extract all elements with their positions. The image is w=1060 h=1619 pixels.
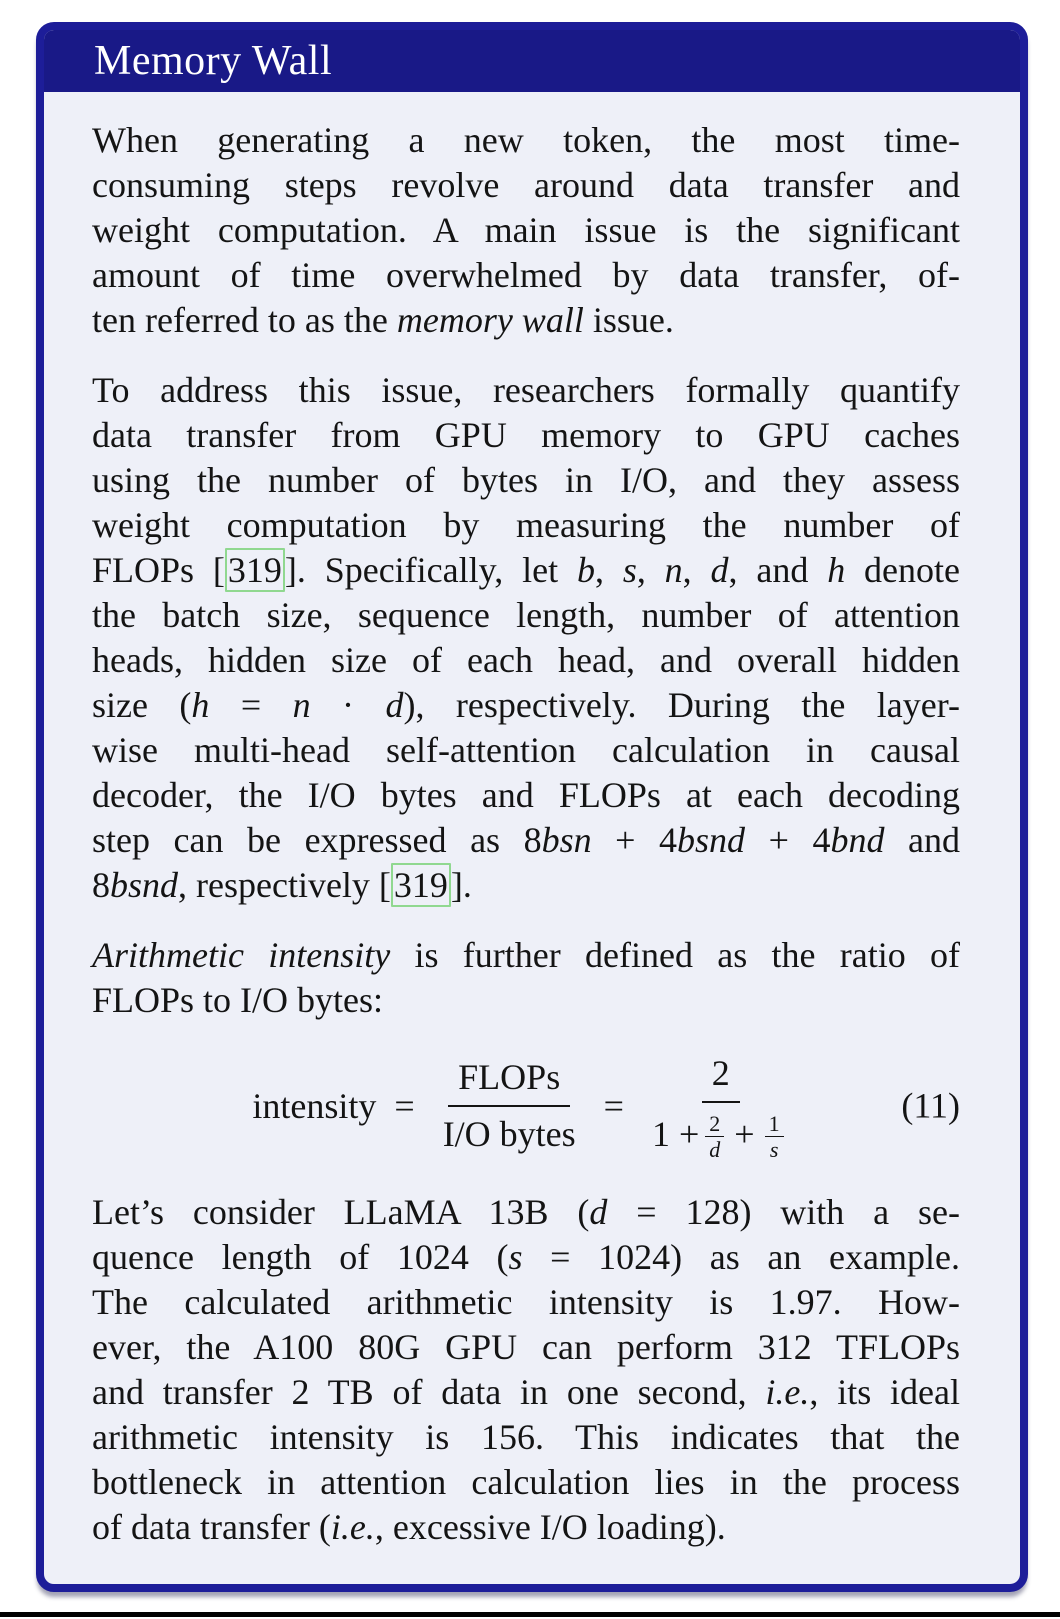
emphasis-text: s — [508, 1236, 523, 1277]
text-line: heads, hidden size of each head, and overall hidden — [92, 640, 960, 680]
emphasis-text: memory wall — [396, 300, 584, 340]
emphasis-text: d — [710, 550, 729, 590]
citation-link[interactable]: 319 — [225, 548, 285, 592]
text-line: arithmetic intensity is 156. This indicates that the — [92, 1416, 960, 1457]
paragraphs-bottom — [92, 1190, 960, 1550]
emphasis-text: s — [622, 550, 637, 590]
paragraph — [92, 368, 960, 908]
small-fraction-1-over-s — [765, 1112, 784, 1161]
fraction-flops-over-io — [433, 1057, 586, 1156]
text-line: bottleneck in attention calculation lies in the process — [92, 1461, 960, 1502]
small-fraction-numerator: 2 — [705, 1112, 724, 1137]
text-line: of data transfer (i.e., excessive I/O loading). — [92, 1506, 726, 1547]
emphasis-text: bsnd — [677, 820, 746, 860]
emphasis-text: i.e. — [330, 1506, 375, 1547]
equation-lhs: intensity — [252, 1085, 377, 1126]
emphasis-text: bsnd — [110, 865, 179, 905]
text-line: 8bsnd, respectively [319]. — [92, 865, 472, 905]
fraction-denominator — [642, 1103, 800, 1163]
small-fraction-2-over-d — [705, 1112, 724, 1161]
text-line: size (h = n · d), respectively. During the layer- — [92, 685, 960, 725]
emphasis-text: bsn — [541, 820, 592, 860]
equation-11 — [92, 1053, 960, 1163]
fraction-intensity-value — [642, 1053, 800, 1163]
text-line: the batch size, sequence length, number of attention — [92, 595, 960, 635]
text-line: The calculated arithmetic intensity is 1.97. How- — [92, 1281, 960, 1322]
text-line: wise multi-head self-attention calculation in causal — [92, 730, 960, 770]
emphasis-text: d — [385, 685, 404, 725]
emphasis-text: n — [664, 550, 683, 590]
box-title: Memory Wall — [94, 38, 333, 84]
emphasis-text: i.e. — [765, 1371, 810, 1412]
emphasis-text: b — [576, 550, 595, 590]
paragraph — [92, 1190, 960, 1550]
text-line: When generating a new token, the most time- — [92, 120, 960, 160]
text-line: weight computation by measuring the number of — [92, 505, 960, 545]
equals-sign: = — [603, 1085, 624, 1126]
emphasis-text: d — [589, 1191, 608, 1232]
fraction-numerator: 2 — [702, 1053, 740, 1103]
paragraph — [92, 933, 960, 1023]
text-line: To address this issue, researchers formally quantify — [92, 370, 960, 410]
paragraphs-top — [92, 118, 960, 1023]
box-body — [44, 92, 1020, 1580]
text-line: amount of time overwhelmed by data transfer, of- — [92, 255, 960, 295]
equation-number: (11) — [901, 1085, 960, 1126]
equals-sign: = — [394, 1085, 415, 1126]
page-bottom-rule — [0, 1612, 1060, 1617]
text-line: FLOPs [319]. Specifically, let b, s, n, d, and h denote — [92, 550, 960, 590]
text-line: Arithmetic intensity is further defined as the ratio of — [92, 935, 960, 975]
emphasis-text: Arithmetic intensity — [92, 935, 391, 975]
text-line: consuming steps revolve around data transfer and — [92, 165, 960, 205]
text-line: weight computation. A main issue is the significant — [92, 210, 960, 250]
fraction-denominator: I/O bytes — [442, 1114, 576, 1155]
small-fraction-denominator: d — [709, 1137, 721, 1163]
box-header — [44, 30, 1020, 92]
emphasis-text: h — [827, 550, 846, 590]
text-line: and transfer 2 TB of data in one second, i.e., its ideal — [92, 1371, 960, 1412]
text-line: using the number of bytes in I/O, and they assess — [92, 460, 960, 500]
emphasis-text: h — [191, 685, 210, 725]
small-fraction-numerator: 1 — [765, 1112, 784, 1137]
fraction-numerator: FLOPs — [448, 1057, 570, 1107]
emphasis-text: bnd — [830, 820, 885, 860]
text-line: decoder, the I/O bytes and FLOPs at each decoding — [92, 775, 960, 815]
text-line: step can be expressed as 8bsn + 4bsnd + 4bnd and — [92, 820, 960, 860]
citation-link[interactable]: 319 — [391, 863, 451, 907]
text-line: ever, the A100 80G GPU can perform 312 TFLOPs — [92, 1326, 960, 1367]
plus-sign: + — [734, 1114, 755, 1155]
text-line: ten referred to as the memory wall issue. — [92, 300, 674, 340]
emphasis-text: n — [292, 685, 311, 725]
text-line: data transfer from GPU memory to GPU caches — [92, 415, 960, 455]
paragraph — [92, 118, 960, 343]
text-line: FLOPs to I/O bytes: — [92, 980, 384, 1020]
text-line: Let’s consider LLaMA 13B (d = 128) with a se- — [92, 1191, 961, 1232]
text-line: quence length of 1024 (s = 1024) as an example. — [92, 1236, 960, 1277]
small-fraction-denominator: s — [769, 1137, 779, 1163]
memory-wall-box — [36, 22, 1028, 1592]
denominator-prefix: 1 + — [651, 1114, 700, 1155]
